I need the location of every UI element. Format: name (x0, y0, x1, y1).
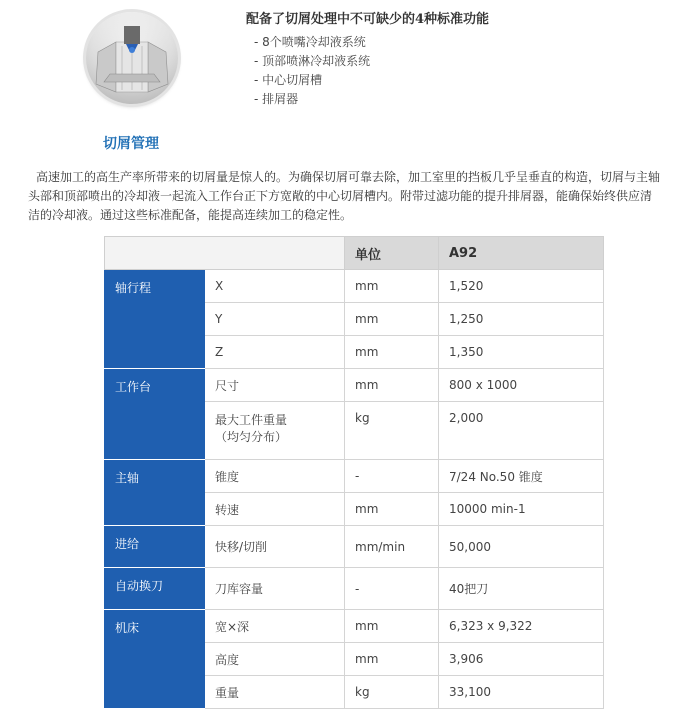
value-cell: 800 x 1000 (439, 369, 604, 402)
item-cell: 重量 (205, 676, 345, 709)
table-row (105, 460, 604, 493)
section-title: 切屑管理 (103, 136, 159, 152)
unit-cell: mm (345, 303, 439, 336)
unit-cell: - (345, 460, 439, 493)
value-cell: 6,323 x 9,322 (439, 610, 604, 643)
feature-list (254, 33, 370, 109)
table-row (105, 568, 604, 610)
value-cell: 7/24 No.50 锥度 (439, 460, 604, 493)
table-row (105, 369, 604, 402)
item-cell: 高度 (205, 643, 345, 676)
spec-table (104, 236, 604, 709)
category-cell: 工作台 (105, 369, 205, 460)
category-cell: 机床 (105, 610, 205, 709)
category-cell: 自动换刀 (105, 568, 205, 610)
feature-title: 配备了切屑处理中不可缺少的4种标准功能 (246, 12, 490, 27)
table-row (105, 610, 604, 643)
item-cell (205, 402, 345, 460)
unit-cell: - (345, 568, 439, 610)
item-cell: X (205, 270, 345, 303)
value-cell: 50,000 (439, 526, 604, 568)
item-cell: 刀库容量 (205, 568, 345, 610)
item-cell: Y (205, 303, 345, 336)
item-sublabel: （均匀分布） (215, 430, 288, 444)
unit-cell: kg (345, 402, 439, 460)
table-row (105, 270, 604, 303)
item-cell: 转速 (205, 493, 345, 526)
category-cell: 主轴 (105, 460, 205, 526)
item-cell: 尺寸 (205, 369, 345, 402)
value-cell: 1,350 (439, 336, 604, 369)
feature-item: - 8个喷嘴冷却液系统 (254, 33, 370, 52)
header-blank (105, 237, 345, 270)
value-cell: 33,100 (439, 676, 604, 709)
unit-cell: mm/min (345, 526, 439, 568)
value-cell: 40把刀 (439, 568, 604, 610)
value-cell: 1,250 (439, 303, 604, 336)
table-header-row (105, 237, 604, 270)
item-cell: 快移/切削 (205, 526, 345, 568)
machine-interior-image (86, 12, 178, 104)
unit-cell: mm (345, 493, 439, 526)
item-cell: 锥度 (205, 460, 345, 493)
unit-cell: mm (345, 270, 439, 303)
intro-paragraph: 高速加工的高生产率所带来的切屑量是惊人的。为确保切屑可靠去除，加工室里的挡板几乎呈垂直的构造，切屑与主轴头部和顶部喷出的冷却液一起流入工作台正下方宽敞的中心切屑槽内。附带过滤功能的提升排屑器，能确保始终供应清洁的冷却液。通过这些标准配备，能提高连续加工的稳定性。 (28, 170, 661, 222)
header-model: A92 (439, 237, 604, 270)
category-cell: 进给 (105, 526, 205, 568)
value-cell: 2,000 (439, 402, 604, 460)
header-unit: 单位 (345, 237, 439, 270)
item-cell: 宽×深 (205, 610, 345, 643)
unit-cell: mm (345, 336, 439, 369)
unit-cell: mm (345, 643, 439, 676)
table-row (105, 526, 604, 568)
feature-item: - 中心切屑槽 (254, 71, 370, 90)
unit-cell: mm (345, 369, 439, 402)
value-cell: 3,906 (439, 643, 604, 676)
item-label: 最大工件重量 (215, 413, 288, 427)
value-cell: 10000 min-1 (439, 493, 604, 526)
category-cell: 轴行程 (105, 270, 205, 369)
machine-interior-illustration (86, 12, 178, 104)
unit-cell: kg (345, 676, 439, 709)
feature-item: - 顶部喷淋冷却液系统 (254, 52, 370, 71)
unit-cell: mm (345, 610, 439, 643)
value-cell: 1,520 (439, 270, 604, 303)
feature-item: - 排屑器 (254, 90, 370, 109)
item-cell: Z (205, 336, 345, 369)
